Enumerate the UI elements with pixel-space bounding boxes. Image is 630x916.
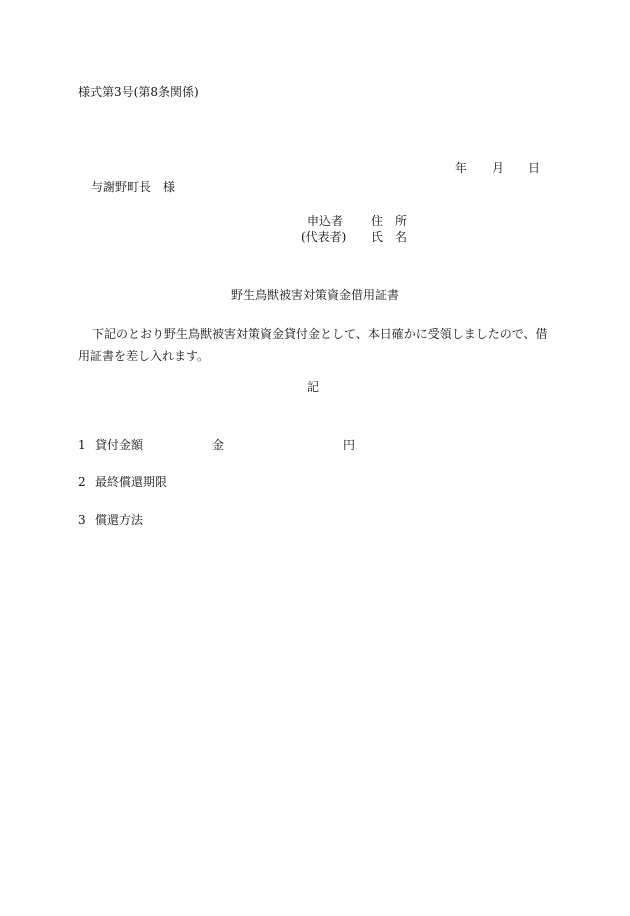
name-label: 氏 名 [371, 230, 408, 244]
item-label: 最終償還期限 [95, 475, 168, 489]
date-line [455, 162, 545, 176]
item-label: 貸付金額 [95, 438, 144, 452]
body-text: 下記のとおり野生鳥獣被害対策資金貸付金として、本日確かに受領しましたので、借用証書を差し入れます。 [78, 327, 548, 363]
item-final-repayment-deadline [78, 476, 218, 490]
item-label: 償還方法 [95, 513, 144, 527]
representative-label: (代表者) [301, 230, 347, 244]
item-number: 1 [78, 438, 86, 452]
item-number: 3 [78, 513, 86, 527]
applicant-block [301, 214, 436, 251]
amount-suffix: 円 [343, 438, 356, 452]
address-label: 住 所 [371, 214, 408, 228]
item-loan-amount [78, 439, 368, 453]
ki-heading: 記 [307, 380, 320, 394]
item-repayment-method [78, 514, 218, 528]
amount-prefix: 金 [212, 438, 225, 452]
item-number: 2 [78, 475, 86, 489]
addressee: 与謝野町長 様 [91, 180, 176, 194]
document-title: 野生鳥獣被害対策資金借用証書 [231, 288, 400, 302]
date-year: 年 [455, 161, 468, 175]
applicant-role-label: 申込者 [307, 214, 344, 228]
date-day: 日 [528, 161, 541, 175]
form-number: 様式第3号(第8条関係) [78, 85, 199, 99]
date-month: 月 [492, 161, 505, 175]
